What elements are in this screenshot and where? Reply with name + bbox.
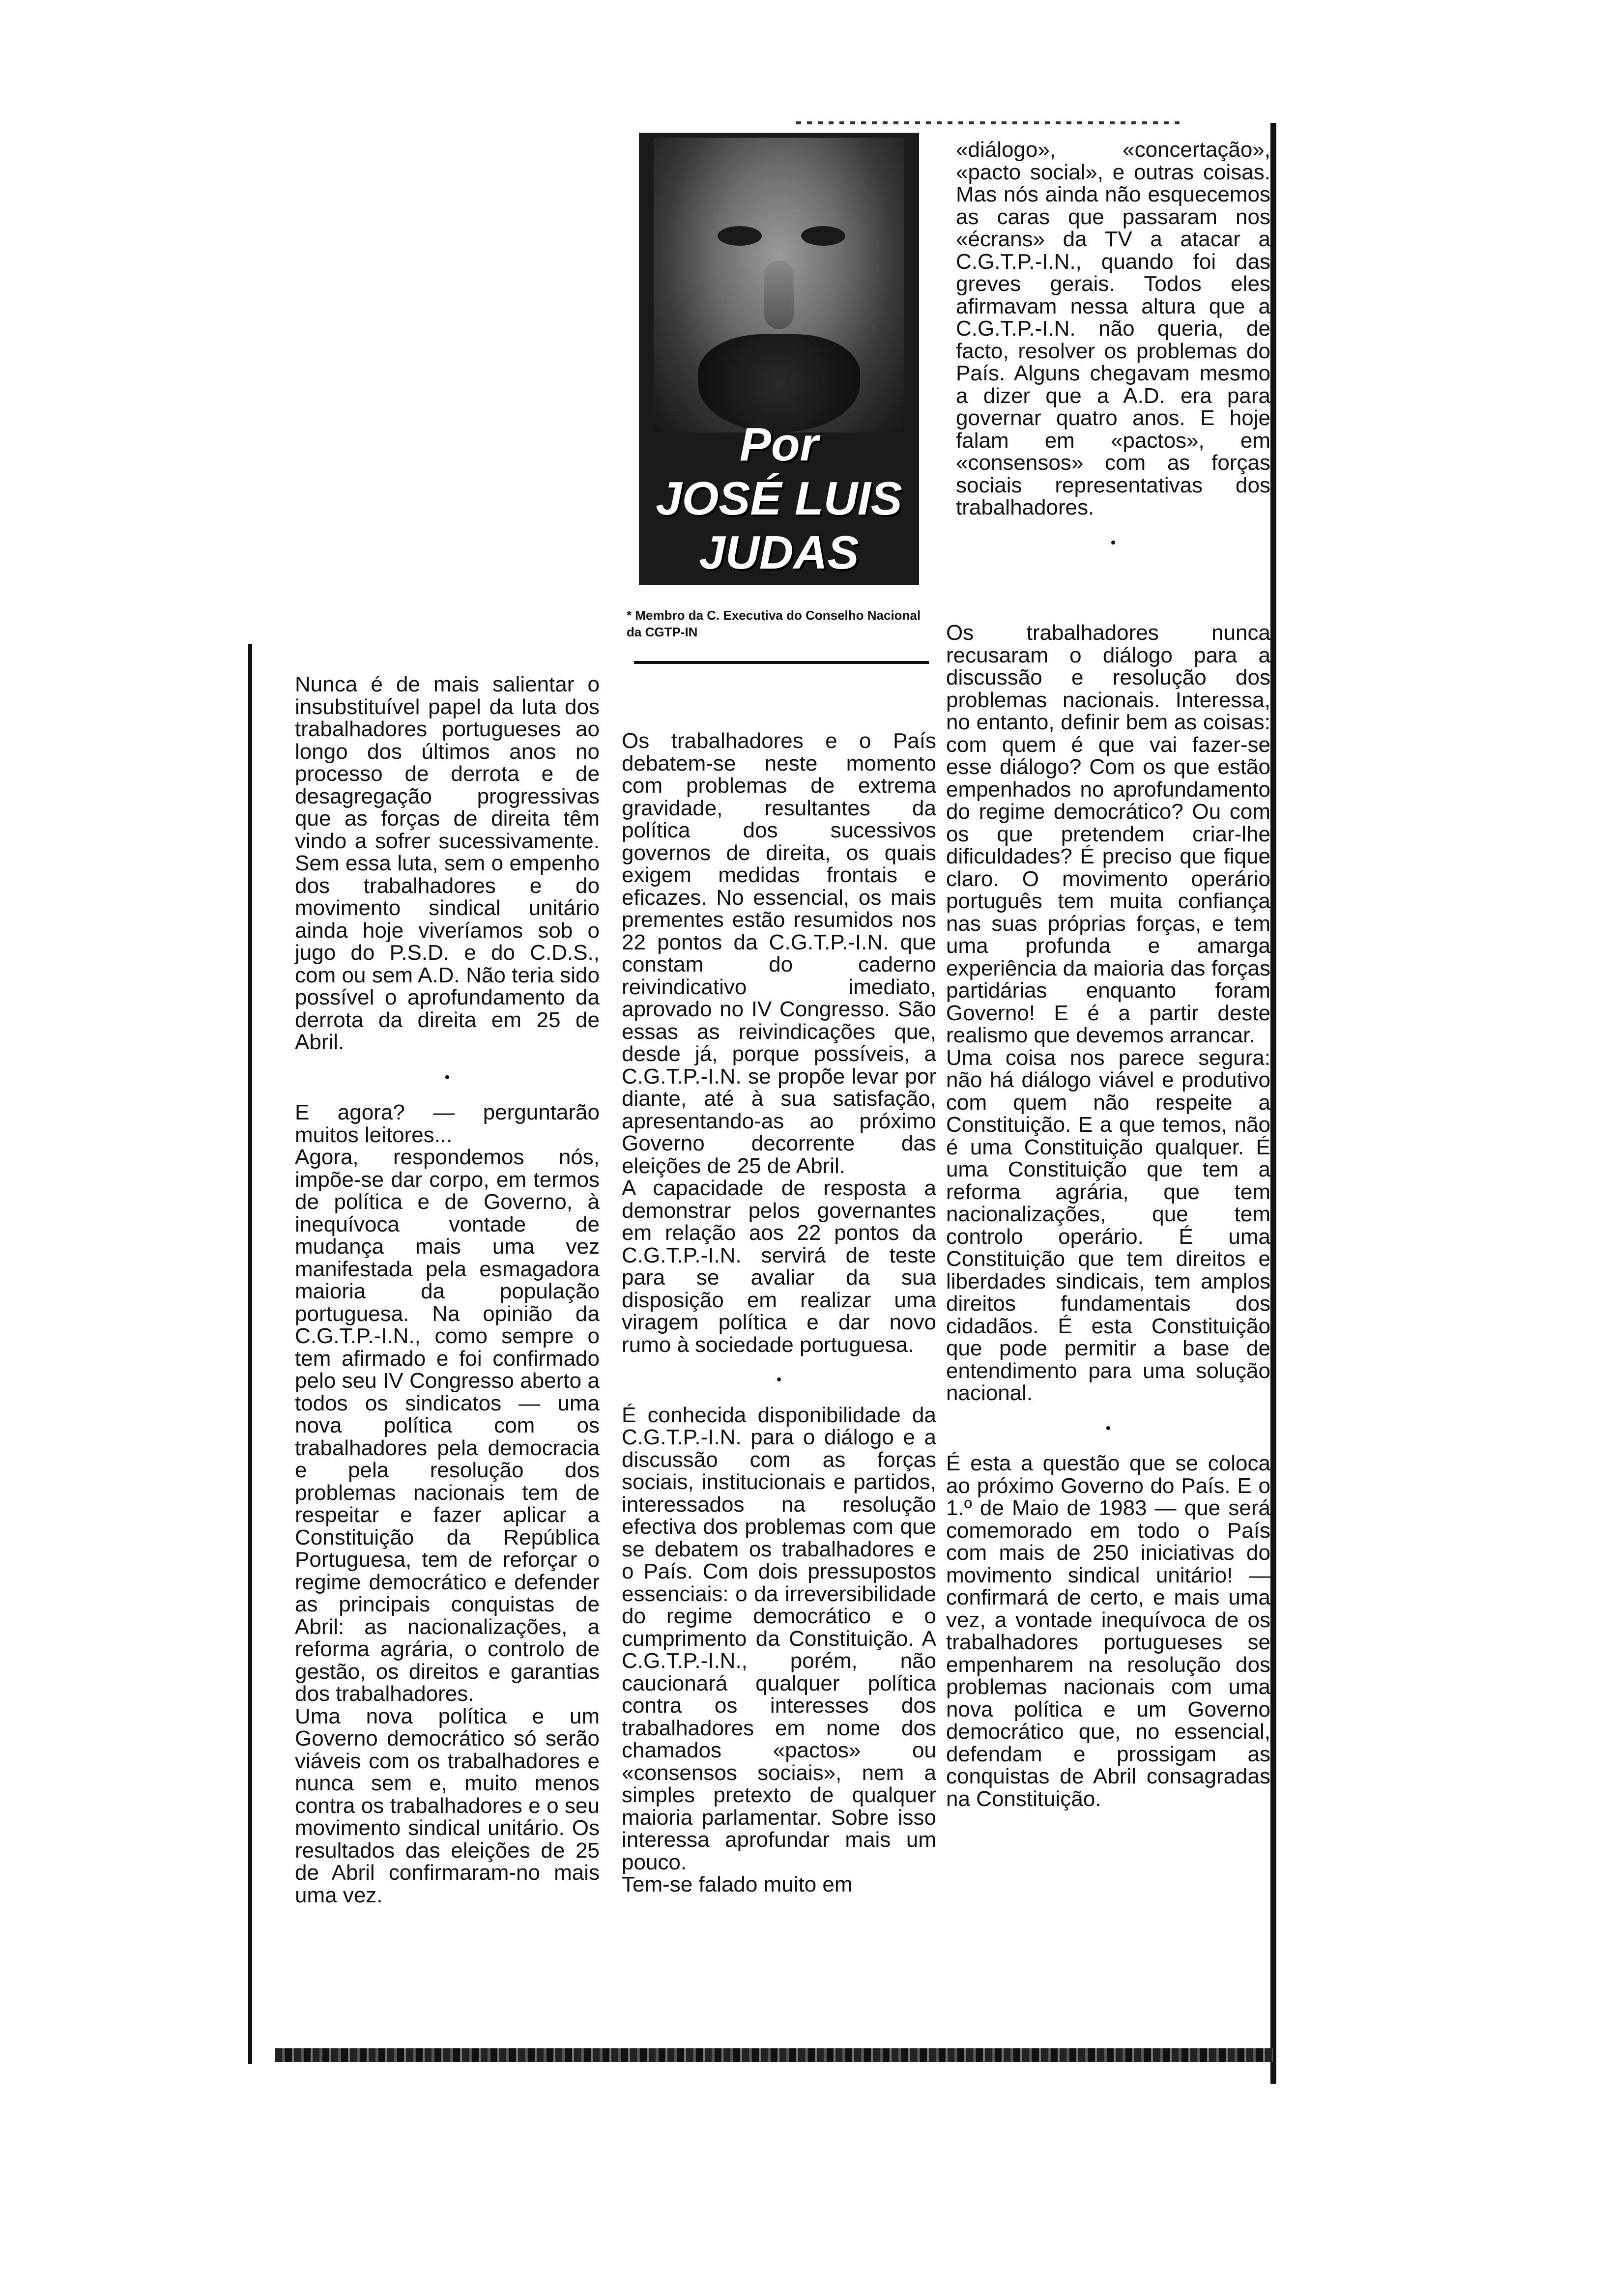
author-portrait — [654, 138, 904, 432]
separator-bullet: • — [776, 1372, 782, 1388]
paragraph: Nunca é de mais salientar o insubstituível papel da luta dos trabalhadores portugueses ao longo dos últimos anos no processo de derrota e de desagregação progressivas que as forças de direita têm vindo a sofrer sucessivamente. Sem essa luta, sem o empenho dos trabalhadores e do movimento sindical unitário ainda hoje viveríamos sob o jugo do P.S.D. e do C.D.S., com ou sem A.D. Não teria sido possível o aprofundamento da derrota da direita em 25 de Abril. — [295, 672, 600, 1054]
top-edge-dashes — [796, 121, 1180, 124]
separator-bullet: • — [1105, 1420, 1111, 1436]
byline-por: Por — [739, 418, 819, 471]
paragraph: É conhecida disponibilidade da C.G.T.P.-I.N. para o diálogo e a discussão com as forças sociais, institucionais e partidos, interessados na resolução efectiva dos problemas com que se debatem os trabalhadores e o País. Com dois pressupostos essenciais: o da irreversibilidade do regime democrático e o cumprimento da Constituição. A C.G.T.P.-I.N., porém, não caucionará qualquer política contra os interesses dos trabalhadores em nome dos chamados «pactos» ou «consensos sociais», nem a simples pretexto de qualquer maioria parlamentar. Sobre isso interessa aprofundar mais um pouco. — [622, 1403, 936, 1874]
column-2 — [622, 730, 936, 1896]
column-3-top — [956, 139, 1270, 567]
separator-bullet: • — [1110, 534, 1116, 551]
column-3 — [946, 622, 1270, 1810]
paragraph: Agora, respondemos nós, impõe-se dar corpo, em termos de política e de Governo, à inequívoca vontade de mudança mais uma vez manifestada pela esmagadora maioria da população portuguesa. Na opinião da C.G.T.P.-I.N., como sempre o tem afirmado e foi confirmado pelo seu IV Congresso aberto a todos os sindicatos — uma nova política com os trabalhadores pela democracia e pela resolução dos problemas nacionais tem de respeitar e fazer aplicar a Constituição da República Portuguesa, tem de reforçar o regime democrático e defender as principais conquistas de Abril: as nacionalizações, a reforma agrária, o controlo de gestão, os direitos e garantias dos trabalhadores. — [295, 1145, 600, 1706]
byline-last-name: JUDAS — [699, 526, 859, 579]
paragraph: Uma coisa nos parece segura: não há diálogo viável e produtivo com quem não respeite a Constituição. E a que temos, não é uma Constituição qualquer. É uma Constituição que tem a reforma agrária, que tem nacionalizações, que tem controlo operário. É uma Constituição que tem direitos e liberdades sindicais, tem amplos direitos fundamentais dos cidadãos. É esta Constituição que pode permitir a base de entendimento para uma solução nacional. — [946, 1045, 1270, 1405]
paragraph: E agora? — perguntarão muitos leitores... — [295, 1100, 600, 1147]
right-border-rule — [1270, 123, 1276, 2084]
paragraph: Os trabalhadores e o País debatem-se neste momento com problemas de extrema gravidade, resultantes da política dos sucessivos governos de direita, os quais exigem medidas frontais e eficazes. No essencial, os mais prementes estão resumidos nos 22 pontos da C.G.T.P.-I.N. que constam do caderno reivindicativo imediato, aprovado no IV Congresso. São essas as reivindicações que, desde já, porque possíveis, a C.G.T.P.-I.N. se propõe levar por diante, até à sua satisfação, apresentando-as ao próximo Governo decorrente das eleições de 25 de Abril. — [622, 729, 936, 1178]
author-photo — [639, 133, 919, 585]
byline-first-name: JOSÉ LUIS — [656, 472, 902, 525]
paragraph: Tem-se falado muito em — [622, 1872, 853, 1896]
separator-bullet: • — [444, 1069, 450, 1086]
paragraph: A capacidade de resposta a demonstrar pelos governantes em relação aos 22 pontos da C.G.T.P.-I.N. servirá de teste para se avaliar da sua disposição em realizar uma viragem política e dar novo rumo à sociedade portuguesa. — [622, 1176, 936, 1357]
column-1 — [295, 673, 600, 1906]
author-caption: * Membro da C. Executiva do Conselho Nacional da CGTP-IN — [627, 608, 921, 639]
paragraph: Os trabalhadores nunca recusaram o diálogo para a discussão e resolução dos problemas nacionais. Interessa, no entanto, definir bem as coisas: com quem é que vai fazer-se esse diálogo? Com os que estão empenhados no aprofundamento do regime democrático? Ou com os que pretendem criar-lhe dificuldades? É preciso que fique claro. O movimento operário português tem muita confiança nas suas próprias forças, e tem uma profunda e amarga experiência da maioria das forças partidárias enquanto foram Governo! E é a partir deste realismo que devemos arrancar. — [946, 621, 1270, 1047]
paragraph: É esta a questão que se coloca ao próximo Governo do País. E o 1.º de Maio de 1983 — que será comemorado em todo o País com mais de 250 iniciativas do movimento sindical unitário! — confirmará de certo, e mais uma vez, a vontade inequívoca de os trabalhadores portugueses se empenharem na resolução dos problemas nacionais com uma nova política e um Governo democrático que, no essencial, defendam e prossigam as conquistas de Abril consagradas na Constituição. — [946, 1451, 1270, 1811]
caption-rule — [634, 661, 929, 664]
paragraph: Uma nova política e um Governo democrático só serão viáveis com os trabalhadores e nunca sem e, muito menos contra os trabalhadores e o seu movimento sindical unitário. Os resultados das eleições de 25 de Abril confirmaram-no mais uma vez. — [295, 1704, 600, 1907]
bottom-border-rule — [275, 2048, 1273, 2062]
paragraph: «diálogo», «concertação», «pacto social», e outras coisas. Mas nós ainda não esquecemos as caras que passaram nos «écrans» da TV a atacar a C.G.T.P.-I.N., quando foi das greves gerais. Todos eles afirmavam nessa altura que a C.G.T.P.-I.N. não queria, de facto, resolver os problemas do País. Alguns chegavam mesmo a dizer que a A.D. era para governar quatro anos. E hoje falam em «pactos», em «consensos» com as forças sociais representativas dos trabalhadores. — [956, 138, 1270, 519]
left-border-rule — [248, 644, 252, 2064]
